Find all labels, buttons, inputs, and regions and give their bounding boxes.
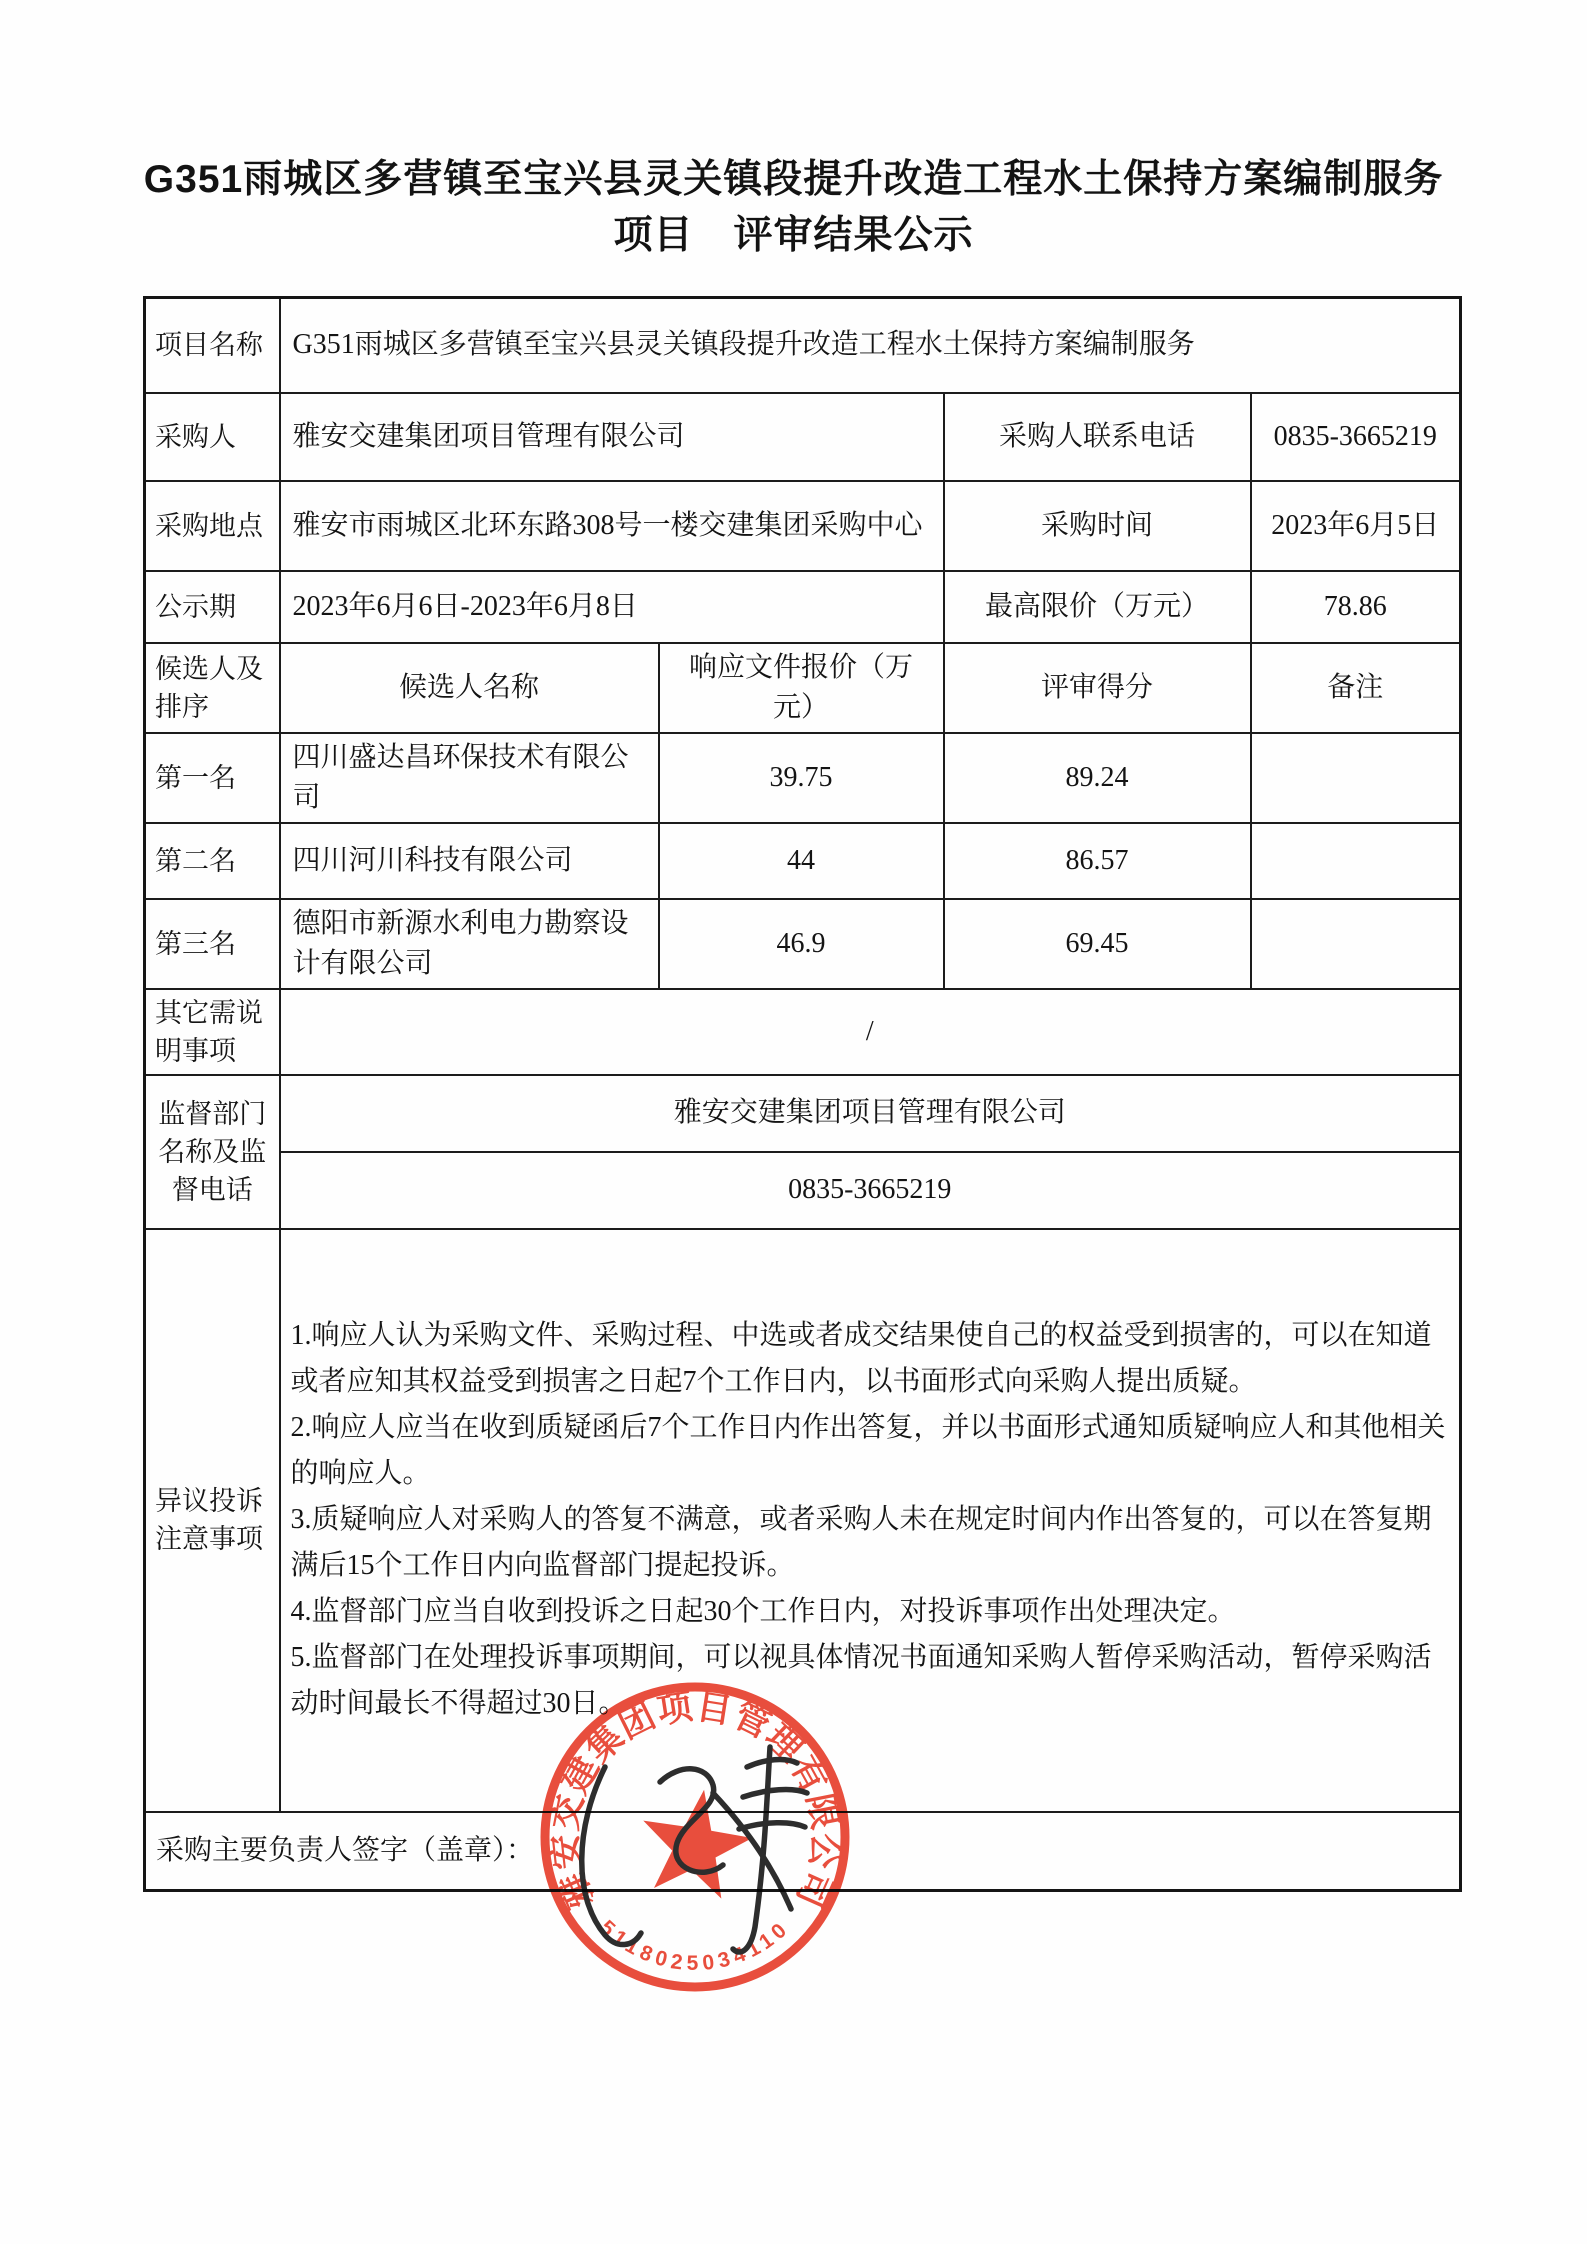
other-notes-label: 其它需说明事项 (145, 989, 280, 1075)
official-seal (455, 1597, 935, 2077)
seal-company-text: 雅安交建集团项目管理有限公司 (544, 1687, 846, 1914)
candidate-row-1 (145, 733, 1461, 823)
complaint-item-3: 3.质疑响应人对采购人的答复不满意，或者采购人未在规定时间内作出答复的，可以在答复期满后15个工作日内向监督部门提起投诉。 (290, 1504, 1432, 1581)
complaint-item-2: 2.响应人应当在收到质疑函后7个工作日内作出答复，并以书面形式通知质疑响应人和其他相关的响应人。 (290, 1412, 1446, 1489)
complaint-item-4: 4.监督部门应当自收到投诉之日起30个工作日内，对投诉事项作出处理决定。 (290, 1596, 1236, 1627)
document-title-line1: G351雨城区多营镇至宝兴县灵关镇段提升改造工程水土保持方案编制服务 (143, 158, 1444, 201)
document-title-line2: 项目 评审结果公示 (613, 214, 974, 257)
complaint-item-5: 5.监督部门在处理投诉事项期间，可以视具体情况书面通知采购人暂停采购活动，暂停采购活动时间最长不得超过30日。 (290, 1642, 1432, 1719)
candidates-header-row (145, 643, 1461, 733)
candidates-price-header: 响应文件报价（万元） (659, 643, 944, 733)
project-name-value: G351雨城区多营镇至宝兴县灵关镇段提升改造工程水土保持方案编制服务 (280, 298, 1461, 393)
seal-number-text: 5118025034110 (595, 1915, 795, 1976)
publicity-value: 2023年6月6日-2023年6月8日 (280, 571, 944, 643)
candidate-3-name: 德阳市新源水利电力勘察设计有限公司 (280, 899, 659, 989)
candidate-row-3 (145, 899, 1461, 989)
purchaser-phone-value: 0835-3665219 (1251, 393, 1461, 481)
candidate-row-2 (145, 823, 1461, 899)
signature-label: 采购主要负责人签字（盖章）： (145, 1812, 1461, 1891)
complaint-label: 异议投诉注意事项 (145, 1229, 280, 1812)
other-notes-value: / (280, 989, 1461, 1075)
candidate-3-price: 46.9 (659, 899, 944, 989)
publicity-label: 公示期 (145, 571, 280, 643)
candidate-2-name: 四川河川科技有限公司 (280, 823, 659, 899)
supervisor-phone-row (145, 1152, 1461, 1229)
other-notes-row (145, 989, 1461, 1075)
candidate-1-remark (1251, 733, 1461, 823)
supervisor-name-value: 雅安交建集团项目管理有限公司 (280, 1075, 1461, 1152)
supervisor-label: 监督部门名称及监督电话 (145, 1075, 280, 1229)
candidates-score-header: 评审得分 (944, 643, 1251, 733)
location-value: 雅安市雨城区北环东路308号一楼交建集团采购中心 (280, 481, 944, 571)
candidate-1-price: 39.75 (659, 733, 944, 823)
seal-star-icon (633, 1781, 758, 1902)
candidate-3-rank: 第三名 (145, 899, 280, 989)
candidate-1-rank: 第一名 (145, 733, 280, 823)
candidate-3-score: 69.45 (944, 899, 1251, 989)
purchaser-label: 采购人 (145, 393, 280, 481)
supervisor-phone-value: 0835-3665219 (280, 1152, 1461, 1229)
document-title (60, 152, 1527, 264)
candidate-1-name: 四川盛达昌环保技术有限公司 (280, 733, 659, 823)
candidate-2-score: 86.57 (944, 823, 1251, 899)
candidate-1-score: 89.24 (944, 733, 1251, 823)
publicity-row (145, 571, 1461, 643)
location-label: 采购地点 (145, 481, 280, 571)
max-price-value: 78.86 (1251, 571, 1461, 643)
purchaser-row (145, 393, 1461, 481)
candidate-3-remark (1251, 899, 1461, 989)
purchase-time-label: 采购时间 (944, 481, 1251, 571)
candidate-2-price: 44 (659, 823, 944, 899)
candidate-2-rank: 第二名 (145, 823, 280, 899)
complaint-item-1: 1.响应人认为采购文件、采购过程、中选或者成交结果使自己的权益受到损害的，可以在知道或者应知其权益受到损害之日起7个工作日内，以书面形式向采购人提出质疑。 (290, 1320, 1432, 1397)
purchase-time-value: 2023年6月5日 (1251, 481, 1461, 571)
candidates-remark-header: 备注 (1251, 643, 1461, 733)
candidate-2-remark (1251, 823, 1461, 899)
max-price-label: 最高限价（万元） (944, 571, 1251, 643)
candidates-name-header: 候选人名称 (280, 643, 659, 733)
location-row (145, 481, 1461, 571)
candidates-rank-label: 候选人及排序 (145, 643, 280, 733)
project-name-row (145, 298, 1461, 393)
purchaser-phone-label: 采购人联系电话 (944, 393, 1251, 481)
project-name-label: 项目名称 (145, 298, 280, 393)
supervisor-name-row (145, 1075, 1461, 1152)
purchaser-value: 雅安交建集团项目管理有限公司 (280, 393, 944, 481)
